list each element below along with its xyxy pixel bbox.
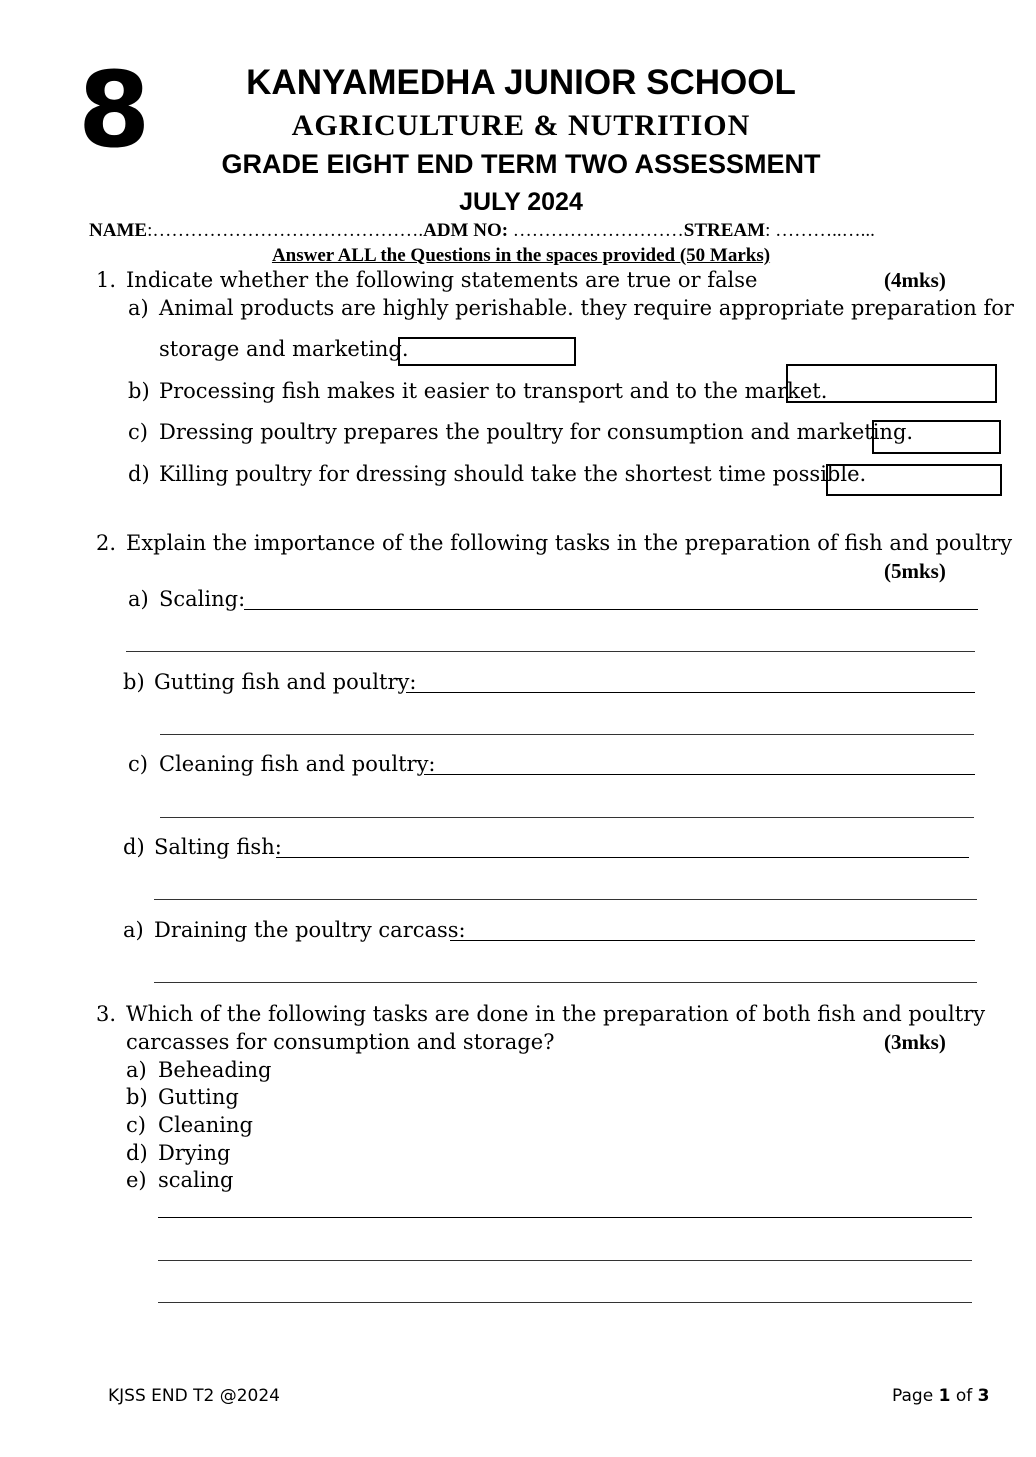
q2b-letter: b) [123, 670, 145, 694]
subject-title: AGRICULTURE & NUTRITION [291, 109, 751, 142]
q2c-answer-line[interactable] [424, 774, 975, 775]
q3-option-c-text: Cleaning [158, 1113, 253, 1137]
q1b-answer-box[interactable] [786, 364, 997, 403]
q1c-letter: c) [128, 420, 148, 444]
q1c-answer-box[interactable] [872, 420, 1001, 454]
q2e-letter: a) [123, 918, 144, 942]
q2e-text: Draining the poultry carcass: [154, 918, 466, 942]
q1d-answer-box[interactable] [826, 464, 1002, 496]
q1a-letter: a) [128, 296, 149, 320]
q2c-letter: c) [128, 752, 148, 776]
q2a-text: Scaling: [159, 587, 246, 611]
grade-number: 8 [78, 49, 149, 171]
q1b-text: Processing fish makes it easier to transport and to the market. [159, 379, 828, 403]
q3-marks: (3mks) [884, 1030, 946, 1054]
q3-text-line2: carcasses for consumption and storage? [126, 1030, 555, 1054]
q2-marks: (5mks) [884, 559, 946, 583]
assessment-date: JULY 2024 [459, 188, 583, 216]
page-number [892, 1386, 989, 1406]
q1-text: Indicate whether the following statements are true or false [126, 268, 758, 292]
q2-text: Explain the importance of the following tasks in the preparation of fish and poultry [126, 531, 1013, 555]
q2d-answer-line-2[interactable] [154, 899, 977, 900]
q1-marks: (4mks) [884, 268, 946, 292]
assessment-title: GRADE EIGHT END TERM TWO ASSESSMENT [221, 149, 821, 179]
q2c-answer-line-2[interactable] [160, 817, 974, 818]
q2e-answer-line-2[interactable] [154, 982, 977, 983]
q3-number: 3. [96, 1002, 117, 1026]
name-label: NAME [89, 220, 148, 241]
q3-option-e-letter: e) [126, 1168, 147, 1192]
q2d-text: Salting fish: [154, 835, 282, 859]
q2-number: 2. [96, 531, 117, 555]
instructions: Answer ALL the Questions in the spaces provided (50 Marks) [271, 245, 771, 266]
q3-option-a-letter: a) [126, 1058, 147, 1082]
q3-option-b-letter: b) [126, 1085, 148, 1109]
q3-option-d-text: Drying [158, 1141, 231, 1165]
q1c-text: Dressing poultry prepares the poultry for consumption and marketing. [159, 420, 914, 444]
q3-option-e-text: scaling [158, 1168, 234, 1192]
q2b-answer-line[interactable] [406, 692, 975, 693]
q2d-letter: d) [123, 835, 145, 859]
page-total: 3 [977, 1386, 990, 1406]
q3-answer-line-2[interactable] [158, 1260, 972, 1261]
q3-answer-line-1[interactable] [158, 1217, 972, 1218]
q3-text-line1: Which of the following tasks are done in the preparation of both fish and poultry [126, 1002, 986, 1026]
q1d-letter: d) [128, 462, 150, 486]
q1b-letter: b) [128, 379, 150, 403]
q3-option-a-text: Beheading [158, 1058, 272, 1082]
name-field[interactable]: :……………………………………. [147, 220, 424, 241]
q2c-text: Cleaning fish and poultry: [159, 752, 436, 776]
q1a-answer-box[interactable] [398, 337, 576, 366]
of-word: of [955, 1386, 973, 1406]
stream-field[interactable]: : ………..…... [765, 220, 875, 241]
adm-field[interactable]: ……………………… [508, 220, 684, 241]
q2b-text: Gutting fish and poultry: [154, 670, 417, 694]
q1d-text: Killing poultry for dressing should take the shortest time possible. [159, 462, 867, 486]
footer-code: KJSS END T2 @2024 [108, 1386, 280, 1406]
q2a-letter: a) [128, 587, 149, 611]
q2e-answer-line[interactable] [450, 940, 975, 941]
q3-option-c-letter: c) [126, 1113, 146, 1137]
q1a-text-line2: storage and marketing. [159, 337, 409, 361]
stream-label: STREAM [683, 220, 766, 241]
q1a-text-line1: Animal products are highly perishable. they require appropriate preparation for [159, 296, 1014, 320]
q3-option-d-letter: d) [126, 1141, 148, 1165]
q3-answer-line-3[interactable] [158, 1302, 972, 1303]
q1-number: 1. [96, 268, 117, 292]
adm-label: ADM NO: [423, 220, 509, 241]
q2b-answer-line-2[interactable] [160, 734, 974, 735]
q2d-answer-line[interactable] [276, 857, 969, 858]
page-word: Page [892, 1386, 934, 1406]
student-details [89, 220, 875, 242]
q2a-answer-line[interactable] [244, 609, 978, 610]
school-name: KANYAMEDHA JUNIOR SCHOOL [246, 63, 796, 102]
page-current: 1 [938, 1386, 951, 1406]
q3-option-b-text: Gutting [158, 1085, 239, 1109]
q2a-answer-line-2[interactable] [126, 651, 975, 652]
